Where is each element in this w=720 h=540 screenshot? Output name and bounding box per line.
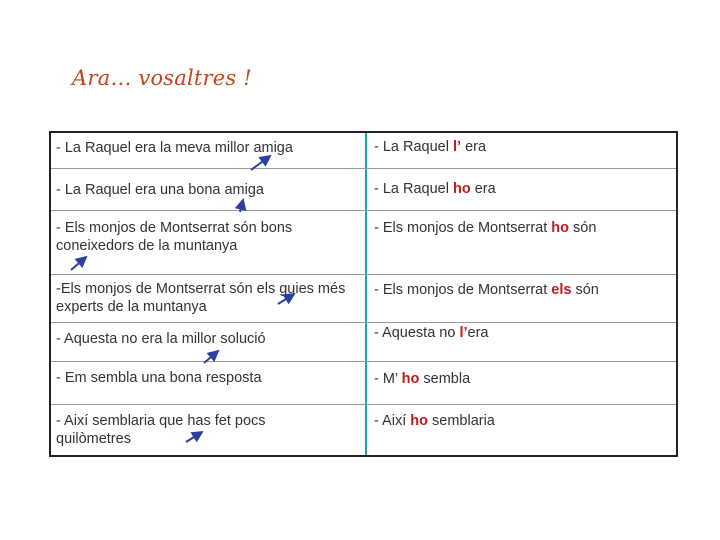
sentence-original: - Em sembla una bona resposta — [56, 370, 262, 386]
sentence-original: -Els monjos de Montserrat són els guies més experts de la muntanya — [56, 281, 346, 315]
sentence-text: - Els monjos de Montserrat — [374, 282, 552, 298]
arrow-icon — [278, 294, 294, 304]
pronoun-highlight: ho — [401, 371, 420, 387]
sentence-text: - Així — [374, 413, 411, 429]
pronoun-highlight: l’ — [453, 139, 462, 155]
page-title: Ara… vosaltres ! — [72, 66, 252, 90]
arrow-icon — [71, 257, 86, 270]
sentence-text: - La Raquel — [374, 139, 453, 155]
arrow-icon — [186, 432, 202, 442]
pronoun-highlight: els — [551, 282, 572, 298]
pronoun-highlight: ho — [410, 413, 428, 429]
pronoun-highlight: ho — [551, 220, 570, 236]
arrow-icon — [204, 351, 218, 363]
sentence-original: - La Raquel era una bona amiga — [56, 182, 264, 198]
sentence-original: - Els monjos de Montserrat són bons coneixedors de la muntanya — [56, 220, 293, 254]
sentence-text: sembla — [419, 371, 471, 387]
sentence-text: era — [470, 181, 496, 197]
sentence-text: - La Raquel — [374, 181, 453, 197]
sentence-original: - Així semblaria que has fet pocs quilòmetres — [56, 413, 266, 447]
sentence-original: - Aquesta no era la millor solució — [56, 331, 266, 347]
sentence-text: era — [461, 139, 487, 155]
sentence-text: semblaria — [427, 413, 495, 429]
sentence-original: - La Raquel era la meva millor amiga — [56, 140, 293, 156]
pronoun-highlight: l’ — [459, 325, 468, 341]
sentence-text: era — [467, 325, 489, 341]
arrow-icon — [240, 200, 243, 212]
arrow-icon — [251, 156, 270, 170]
sentence-text: - Aquesta no — [374, 325, 460, 341]
sentence-text: són — [571, 282, 599, 298]
sentence-text: - M’ — [374, 371, 402, 387]
sentence-text: - Els monjos de Montserrat — [374, 220, 552, 236]
pronoun-highlight: ho — [453, 181, 471, 197]
sentence-text: són — [569, 220, 597, 236]
